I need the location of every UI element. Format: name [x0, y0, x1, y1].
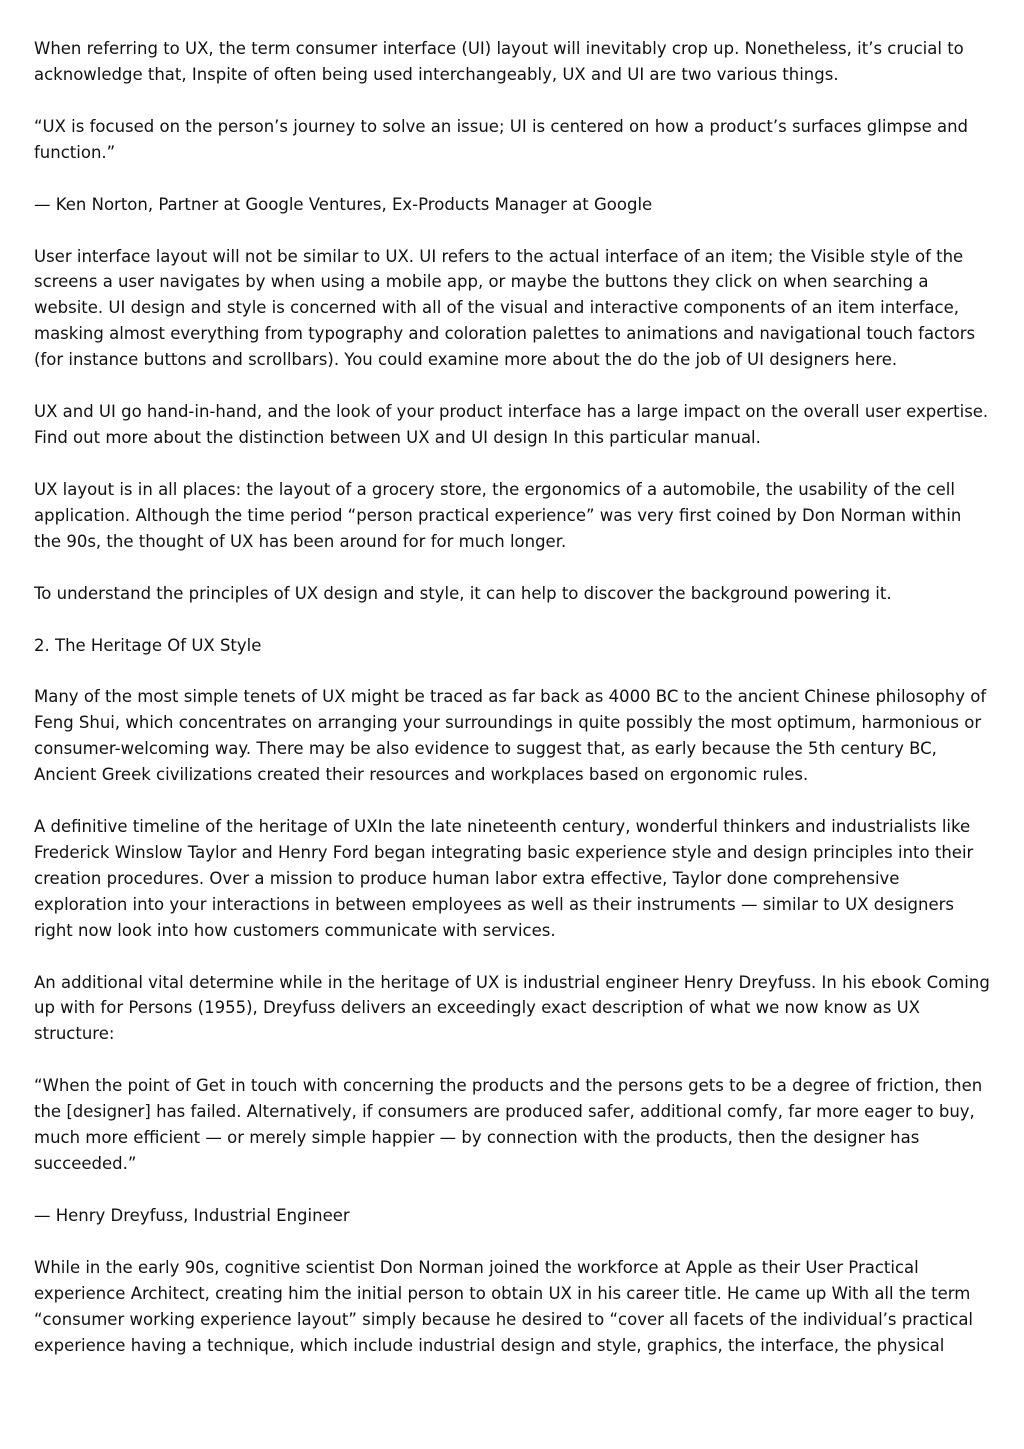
paragraph-ux-background: To understand the principles of UX design and style, it can help to discover the background powering it. [34, 583, 892, 603]
section-heading-heritage: 2. The Heritage Of UX Style [34, 635, 262, 655]
quote-ken-norton: “UX is focused on the person’s journey to solve an issue; UI is centered on how a product’s surfaces glimpse and function.” [34, 116, 969, 162]
paragraph-ux-ui-hand-in-hand: UX and UI go hand-in-hand, and the look of your product interface has a large impact on the overall user expertise. Find out more about the distinction between UX and UI design In this particular manual. [34, 402, 989, 447]
paragraph-don-norman: While in the early 90s, cognitive scientist Don Norman joined the workforce at Apple as their User Practical experience Architect, creating him the initial person to obtain UX in his career title. He came up With all the term “consumer working experience layout” simply because he desired to “cover all facets of the individual’s practical experience having a technique, which include industrial design and style, graphics, the interface, the physical [34, 1257, 974, 1355]
paragraph-timeline: A definitive timeline of the heritage of UXIn the late nineteenth century, wonderful thinkers and industrialists like Frederick Winslow Taylor and Henry Ford began integrating basic experience style and design principles into their creation procedures. Over a mission to produce human labor extra effective, Taylor done comprehensive exploration into your interactions in between employees as well as their instruments — similar to UX designers right now look into how customers communicate with services. [34, 817, 974, 940]
paragraph-henry-dreyfuss: An additional vital determine while in the heritage of UX is industrial engineer Henry Dreyfuss. In his ebook Coming up with for Persons (1955), Dreyfuss delivers an exceedingly exact description of what we now know as UX structure: [34, 972, 990, 1044]
quote-henry-dreyfuss: “When the point of Get in touch with concerning the products and the persons gets to be a degree of friction, then the [designer] has failed. Alternatively, if consumers are produced safer, additional comfy, far more eager to buy, much more efficient — or merely simple happier — by connection with the products, then the designer has succeeded.” [34, 1076, 983, 1173]
quote-attribution-henry-dreyfuss: — Henry Dreyfuss, Industrial Engineer [34, 1205, 350, 1225]
paragraph-feng-shui: Many of the most simple tenets of UX might be traced as far back as 4000 BC to the ancient Chinese philosophy of Feng Shui, which concentrates on arranging your surroundings in quite possibly the most optimum, harmonious or consumer-welcoming way. There may be also evidence to suggest that, as early because the 5th century BC, Ancient Greek civilizations created their resources and workplaces based on ergonomic rules. [34, 687, 987, 785]
paragraph-ui-definition: User interface layout will not be similar to UX. UI refers to the actual interface of an item; the Visible style of the screens a user navigates by when using a mobile app, or maybe the buttons they click on when searching a website. UI design and style is concerned with all of the visual and interactive components of an item interface, masking almost everything from typography and coloration palettes to animations and navigational touch factors (for instance buttons and scrollbars). You could examine more about the do the job of UI designers here. [34, 246, 976, 370]
quote-attribution-ken-norton: — Ken Norton, Partner at Google Ventures, Ex-Products Manager at Google [34, 194, 653, 214]
paragraph-ux-vs-ui-intro: When referring to UX, the term consumer interface (UI) layout will inevitably crop up. Nonetheless, it’s crucial to acknowledge that, Inspite of often being used interchangeably, UX and UI are two various things. [34, 39, 964, 84]
paragraph-ux-everywhere: UX layout is in all places: the layout of a grocery store, the ergonomics of a automobile, the usability of the cell application. Although the time period “person practical experience” was very first coined by Don Norman within the 90s, the thought of UX has been around for for much longer. [34, 479, 962, 551]
